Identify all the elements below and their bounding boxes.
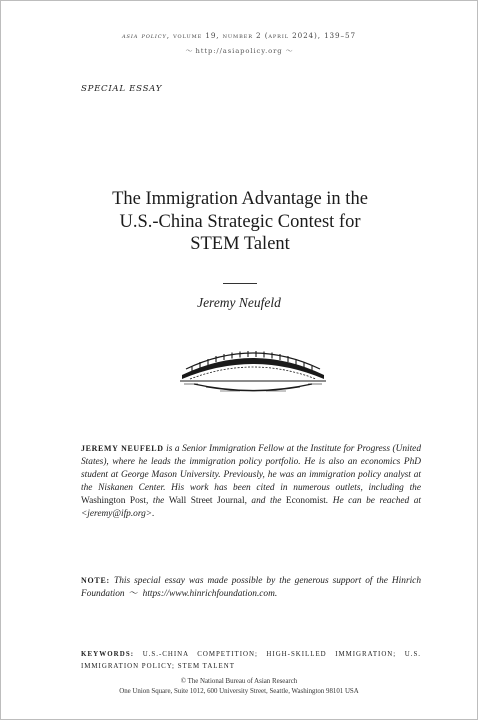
section-label: SPECIAL ESSAY <box>81 84 163 94</box>
article-title <box>61 188 419 256</box>
title-line: STEM Talent <box>190 234 290 254</box>
bio-text: , and the <box>244 496 286 507</box>
publisher-address: One Union Square, Suite 1012, 600 University Street, Seattle, Washington 98101 USA <box>119 688 359 695</box>
bio-outlet: Washington Post <box>81 496 147 507</box>
keywords-label: KEYWORDS: <box>81 651 135 658</box>
title-divider <box>223 283 257 284</box>
title-line: The Immigration Advantage in the <box>112 189 368 209</box>
left-ornament: 〜 <box>185 47 193 55</box>
arched-bridge-logo-icon <box>180 345 326 395</box>
note-text: This special essay was made possible by the generous support of the Hinrich Foundation <box>81 576 421 600</box>
journal-url-line <box>1 46 477 56</box>
author-name: Jeremy Neufeld <box>197 295 281 310</box>
foundation-link[interactable]: https://www.hinrichfoundation.com. <box>140 589 278 600</box>
title-line: U.S.-China Strategic Contest for <box>119 211 361 232</box>
note-label: NOTE: <box>81 576 110 585</box>
bio-outlet: Wall Street Journal <box>168 496 245 507</box>
journal-name: asia policy <box>122 31 167 40</box>
journal-issue-info: , volume 19, number 2 (april 2024), 139–57 <box>166 31 356 40</box>
right-ornament: 〜 <box>285 47 293 55</box>
author-bio <box>81 442 421 522</box>
journal-url-link[interactable]: http://asiapolicy.org <box>195 47 283 55</box>
keywords <box>81 649 421 674</box>
bio-outlet: Economist <box>285 496 326 507</box>
copyright-notice: © The National Bureau of Asian Research <box>180 678 298 685</box>
bio-text: , the <box>146 496 169 507</box>
keywords-text: U.S.-CHINA COMPETITION; HIGH-SKILLED IMMIGRATION; U.S. IMMIGRATION POLICY; STEM TALENT <box>81 651 422 671</box>
funding-note <box>81 574 421 601</box>
bio-author-name: JEREMY NEUFELD <box>81 444 164 453</box>
bio-text: . He can be reached at <jeremy@ifp.org>. <box>81 496 421 520</box>
journal-citation <box>1 31 477 40</box>
bio-text: is a Senior Immigration Fellow at the Institute for Progress (United States), where he leads the immigration policy portfolio. He is also an economics PhD student at George Mason University. Previously, he was an immigration policy analyst at the Niskanen Center. His work has been cited in numerous outlets, including the <box>81 444 421 494</box>
note-ornament: 〜 <box>128 589 139 600</box>
